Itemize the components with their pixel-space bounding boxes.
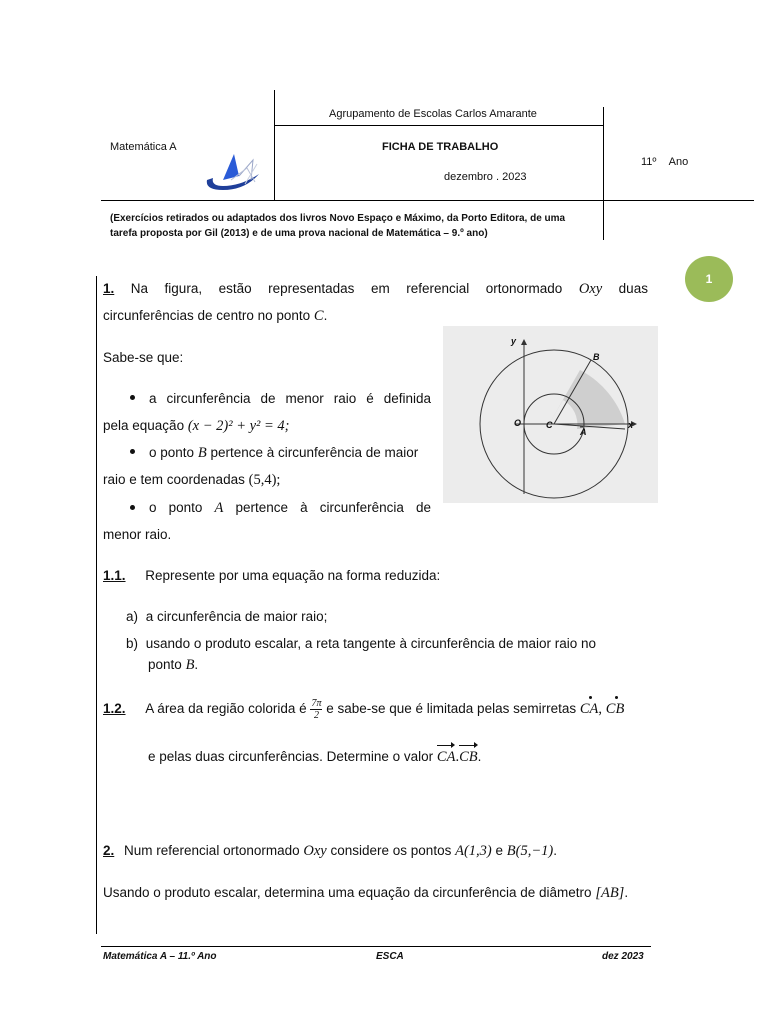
q11-a-marker: a) [126,609,139,624]
shaded-sector [549,370,625,429]
ex1-intro-line1 [103,275,648,303]
q11-b-math: B [185,657,195,673]
y-axis-arrow-icon [521,339,527,345]
fig-label-a: A [580,427,587,437]
ex1-bullet3-line2: menor raio. [103,527,172,542]
ex2-line2 [103,879,628,907]
ex2-line2-end: . [624,885,629,900]
header-divider-left [274,90,275,200]
ex1-bullet2-line1 [149,439,418,467]
figure-panel [443,326,658,503]
ex1-intro-line2 [103,302,327,330]
q12-frac-num: 7π [311,697,322,709]
q11-a-text: a circunferência de maior raio; [145,609,328,624]
ex1-bullet3-line1 [149,494,431,522]
q12-fraction [310,698,322,721]
grade-unit: Ano [668,156,689,168]
footer-left: Matemática A – 11.º Ano [103,951,217,962]
ex1-b2-a: o ponto [149,445,195,460]
margin-rule [96,276,97,934]
ex1-b3-a: o ponto [149,500,203,515]
q12-number: 1.2. [103,701,126,716]
ex1-b3-b: pertence à circunferência de [235,500,431,515]
bullet-3 [130,505,135,510]
q11-a [126,603,327,630]
ex1-bullet1-line1: a circunferência de menor raio é definida [149,391,431,406]
q12-vec-cb: CB [459,744,478,771]
ex1-intro2-a: circunferências de centro no ponto [103,308,311,323]
school-logo-icon [201,150,263,196]
ex2-point-b: B(5,−1) [506,843,554,859]
ex1-bullet2-line2 [103,466,280,494]
ex2-diameter: [AB] [595,885,625,901]
q12-ray-ca: CA [580,696,599,723]
sources-note: (Exercícios retirados ou adaptados dos livros Novo Espaço e Máximo, da Porto Editora, de uma tarefa proposta por Gil (2013) e de uma prova nacional de Matemática – 9.º ano) [110,213,566,239]
bullet-1 [130,395,135,400]
ex1-b2-math: B [197,445,207,461]
fig-label-y: y [511,336,517,346]
q11-b-text2: ponto [148,657,182,672]
school-name: Agrupamento de Escolas Carlos Amarante [329,108,537,120]
q12-vec-ca: CA [437,744,456,771]
ex2-line1 [103,837,557,865]
ex2-point-a: A(1,3) [455,843,492,859]
q12-dot-op: . [455,749,460,765]
q12-sep: , [598,701,603,717]
subject-name: Matemática A [110,141,177,153]
ex2-number: 2. [103,843,115,858]
ex1-b2-coords: (5,4); [248,472,281,488]
q12-ray-cb: CB [606,696,625,723]
q12-line1 [103,695,624,723]
q11-b-end: . [194,657,199,672]
header-divider-right [603,107,604,240]
grade-number: 11º [641,156,657,168]
circles-figure [443,326,658,503]
q11-prompt: Represente por uma equação na forma reduzida: [145,568,441,583]
q12-line2-a: e pelas duas circunferências. Determine o valor [148,749,434,764]
bullet-2 [130,449,135,454]
ex1-intro-b: duas [618,281,648,296]
q12-text-b: e sabe-se que é limitada pelas semirretas [326,701,577,716]
ex1-intro-a: Na figura, estão representadas em referencial ortonormado [130,281,563,296]
ex2-oxy: Oxy [303,843,327,859]
footer-center: ESCA [376,951,404,962]
ex1-intro2-math: C [313,308,324,324]
q11-b-line2 [148,651,198,679]
q11-prompt-line [103,562,440,589]
fig-label-c: C [546,420,553,430]
footer-rule [101,946,651,947]
ex1-b2-c: raio e tem coordenadas [103,472,245,487]
q12-frac-den: 2 [313,709,319,721]
footer-right: dez 2023 [602,951,644,962]
ex1-number: 1. [103,281,115,296]
sheet-date: dezembro . 2023 [444,171,527,183]
ex1-intro-math: Oxy [578,281,603,297]
ex2-line2-a: Usando o produto escalar, determina uma equação da circunferência de diâmetro [103,885,592,900]
fig-label-b: B [593,352,600,362]
ex1-bullet1-line2 [103,412,290,440]
header-rule-bottom [101,200,754,201]
q12-line2-end: . [477,749,482,764]
q12-text-a: A área da região colorida é [145,701,307,716]
ex2-and: e [495,843,504,858]
ex1-b1-b: pela equação [103,418,185,433]
ex1-intro2-b: . [323,308,328,323]
ex1-b1-eq: (x − 2)² + y² = 4; [187,418,290,434]
q12-line2 [148,743,481,771]
ex1-b2-b: pertence à circunferência de maior [210,445,419,460]
fig-label-x: x [628,420,634,430]
ex2-text-a: Num referencial ortonormado [124,843,300,858]
ex2-end: . [553,843,557,858]
page-number-badge: 1 [685,256,733,302]
q11-b-marker: b) [126,636,139,651]
ex1-known: Sabe-se que: [103,350,184,365]
sheet-title: FICHA DE TRABALHO [382,141,499,153]
grade [641,156,688,168]
header-rule-top [274,125,603,126]
fig-label-o: O [514,418,522,428]
q11-number: 1.1. [103,568,126,583]
q11-b-text: usando o produto escalar, a reta tangente à circunferência de maior raio no [145,636,597,651]
ex2-text-b: considere os pontos [330,843,452,858]
ex1-b3-math: A [214,500,224,516]
